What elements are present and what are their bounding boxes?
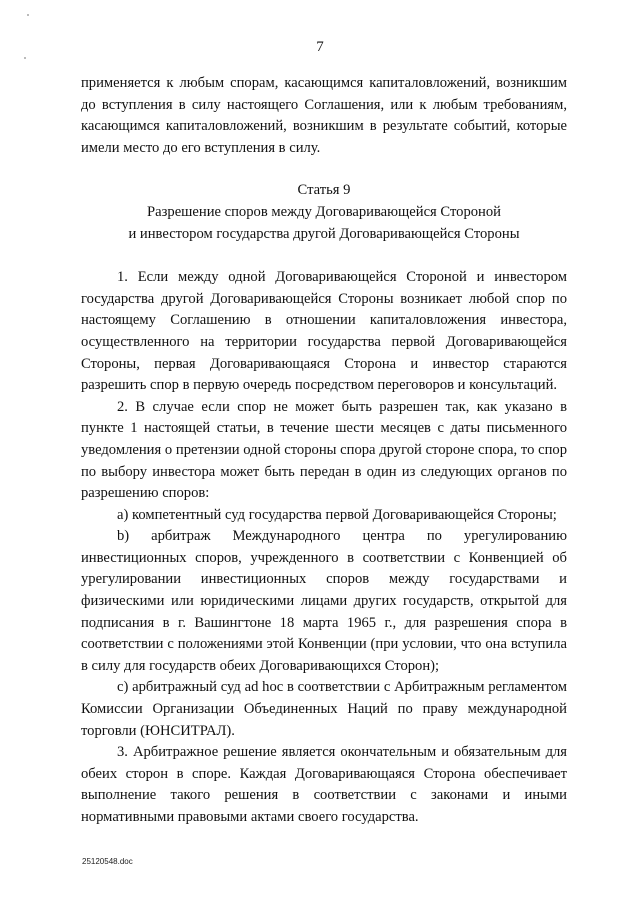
subparagraph-c: c) арбитражный суд ad hoc в соответствии с Арбитражным регламентом Комиссии Организации Объединенных Наций по праву международной торговли (ЮНСИТРАЛ). (81, 679, 567, 739)
paragraph-2: 2. В случае если спор не может быть разрешен так, как указано в пункте 1 настоящей статьи, в течение шести месяцев с даты письменного уведомления о претензии одной стороны спора другой стороне спора, то спор по выбору инвестора может быть передан в один из следующих органов по разрешению споров: (81, 398, 567, 502)
file-name-footer: 25120548.doc (82, 857, 133, 866)
article-heading (81, 180, 567, 245)
article-number: Статья 9 (297, 182, 351, 199)
scan-speck (27, 14, 29, 16)
article-title-line-1: Разрешение споров между Договаривающейся Стороной (147, 203, 501, 220)
document-body (81, 73, 567, 829)
paragraph-1: 1. Если между одной Договаривающейся Стороной и инвестором государства другой Договаривающейся Стороны возникает любой спор по настоящему Соглашению в отношении капиталовложения инвестора, осуществленного на территории государства первой Договаривающейся Стороны, первая Договаривающаяся Сторона и инвестор стараются разрешить спор в первую очередь посредством переговоров и консультаций. (81, 269, 567, 394)
page-number: 7 (316, 39, 324, 55)
subparagraph-b: b) арбитраж Международного центра по урегулированию инвестиционных споров, учрежденного в соответствии с Конвенцией об урегулировании инвестиционных споров между государствами и физическими или юридическими лицами других государств, открытой для подписания в г. Вашингтоне 18 марта 1965 г., для разрешения спора в соответствии с положениями этой Конвенции (при условии, что она вступила в силу для государств обеих Договаривающихся Сторон); (81, 528, 567, 674)
continuation-paragraph: применяется к любым спорам, касающимся капиталовложений, возникшим до вступления в силу настоящего Соглашения, или к любым требованиям, касающимся капиталовложений, возникшим в результате событий, которые имели место до его вступления в силу. (81, 75, 567, 156)
subparagraph-a: a) компетентный суд государства первой Договаривающейся Стороны; (117, 506, 557, 523)
paragraph-3: 3. Арбитражное решение является окончательным и обязательным для обеих сторон в споре. Каждая Договаривающаяся Сторона обеспечивает выполнение такого решения в соответствии с законами и иными нормативными правовыми актами своего государства. (81, 744, 567, 825)
scan-speck (24, 57, 26, 59)
article-title-line-2: и инвестором государства другой Договаривающейся Стороны (128, 225, 520, 242)
